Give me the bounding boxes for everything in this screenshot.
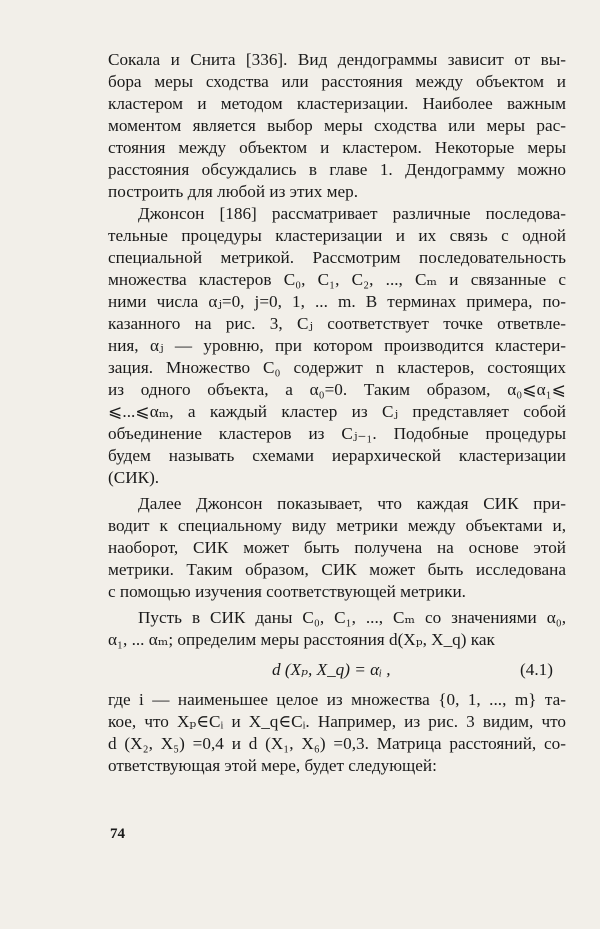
text-line: будем называть схемами иерархической кластеризации	[108, 446, 566, 465]
text-line: (СИК).	[108, 468, 160, 487]
text-line: Пусть в СИК даны C₀, C₁, ..., Cₘ со значениями α₀,	[138, 608, 566, 627]
text-line: кое, что Xₚ∈Cᵢ и X_q∈Cᵢ. Например, из рис. 3 видим, что	[108, 712, 566, 731]
text-line: ними числа αⱼ=0, j=0, 1, ... m. В терминах примера, по-	[108, 292, 566, 311]
text-line: Джонсон [186] рассматривает различные последова-	[138, 204, 566, 223]
text-line: где i — наименьшее целое из множества {0, 1, ..., m} та-	[108, 690, 566, 709]
text-line: бора меры сходства или расстояния между объектом и	[108, 72, 566, 91]
text-line: ния, αⱼ — уровню, при котором производится кластери-	[108, 336, 566, 355]
text-line: казанного на рис. 3, Cⱼ соответствует точке ответвле-	[108, 314, 566, 333]
text-line: α₁, ... αₘ; определим меры расстояния d(Xₚ, X_q) как	[108, 630, 495, 649]
text-line: ответствующая этой мере, будет следующей:	[108, 756, 437, 775]
text-line: объединение кластеров из Cⱼ₋₁. Подобные процедуры	[108, 424, 566, 443]
text-line: тельные процедуры кластеризации и их связь с одной	[108, 226, 566, 245]
text-line: ⩽...⩽αₘ, а каждый кластер из Cⱼ представляет собой	[108, 402, 566, 421]
text-line: множества кластеров C₀, C₁, C₂, ..., Cₘ и связанные с	[108, 270, 566, 289]
text-line: зация. Множество C₀ содержит n кластеров, состоящих	[108, 358, 566, 377]
text-line: расстояния обсуждались в главе 1. Дендограмму можно	[108, 160, 566, 179]
text-line: с помощью изучения соответствующей метрики.	[108, 582, 466, 601]
text-line: из одного объекта, а α₀=0. Таким образом, α₀⩽α₁⩽	[108, 380, 566, 399]
page-number: 74	[110, 826, 125, 842]
text-line: специальной метрикой. Рассмотрим последовательность	[108, 248, 566, 267]
equation-formula: d (Xₚ, X_q) = αᵢ ,	[272, 660, 391, 679]
text-line: метрики. Таким образом, СИК может быть исследована	[108, 560, 566, 579]
text-line: наоборот, СИК может быть получена на основе этой	[108, 538, 566, 557]
text-line: Сокала и Снита [336]. Вид дендограммы зависит от вы-	[108, 50, 566, 69]
text-line: построить для любой из этих мер.	[108, 182, 359, 201]
text-line: моментом является выбор меры сходства или меры рас-	[108, 116, 566, 135]
text-line: стояния между объектом и кластером. Некоторые меры	[108, 138, 566, 157]
text-line: d (X₂, X₅) =0,4 и d (X₁, X₆) =0,3. Матрица расстояний, со-	[108, 734, 566, 753]
equation-number: (4.1)	[520, 660, 553, 679]
text-line: Далее Джонсон показывает, что каждая СИК при-	[138, 494, 566, 513]
text-line: водит к специальному виду метрики между объектами и,	[108, 516, 566, 535]
text-line: кластером и методом кластеризации. Наиболее важным	[108, 94, 566, 113]
